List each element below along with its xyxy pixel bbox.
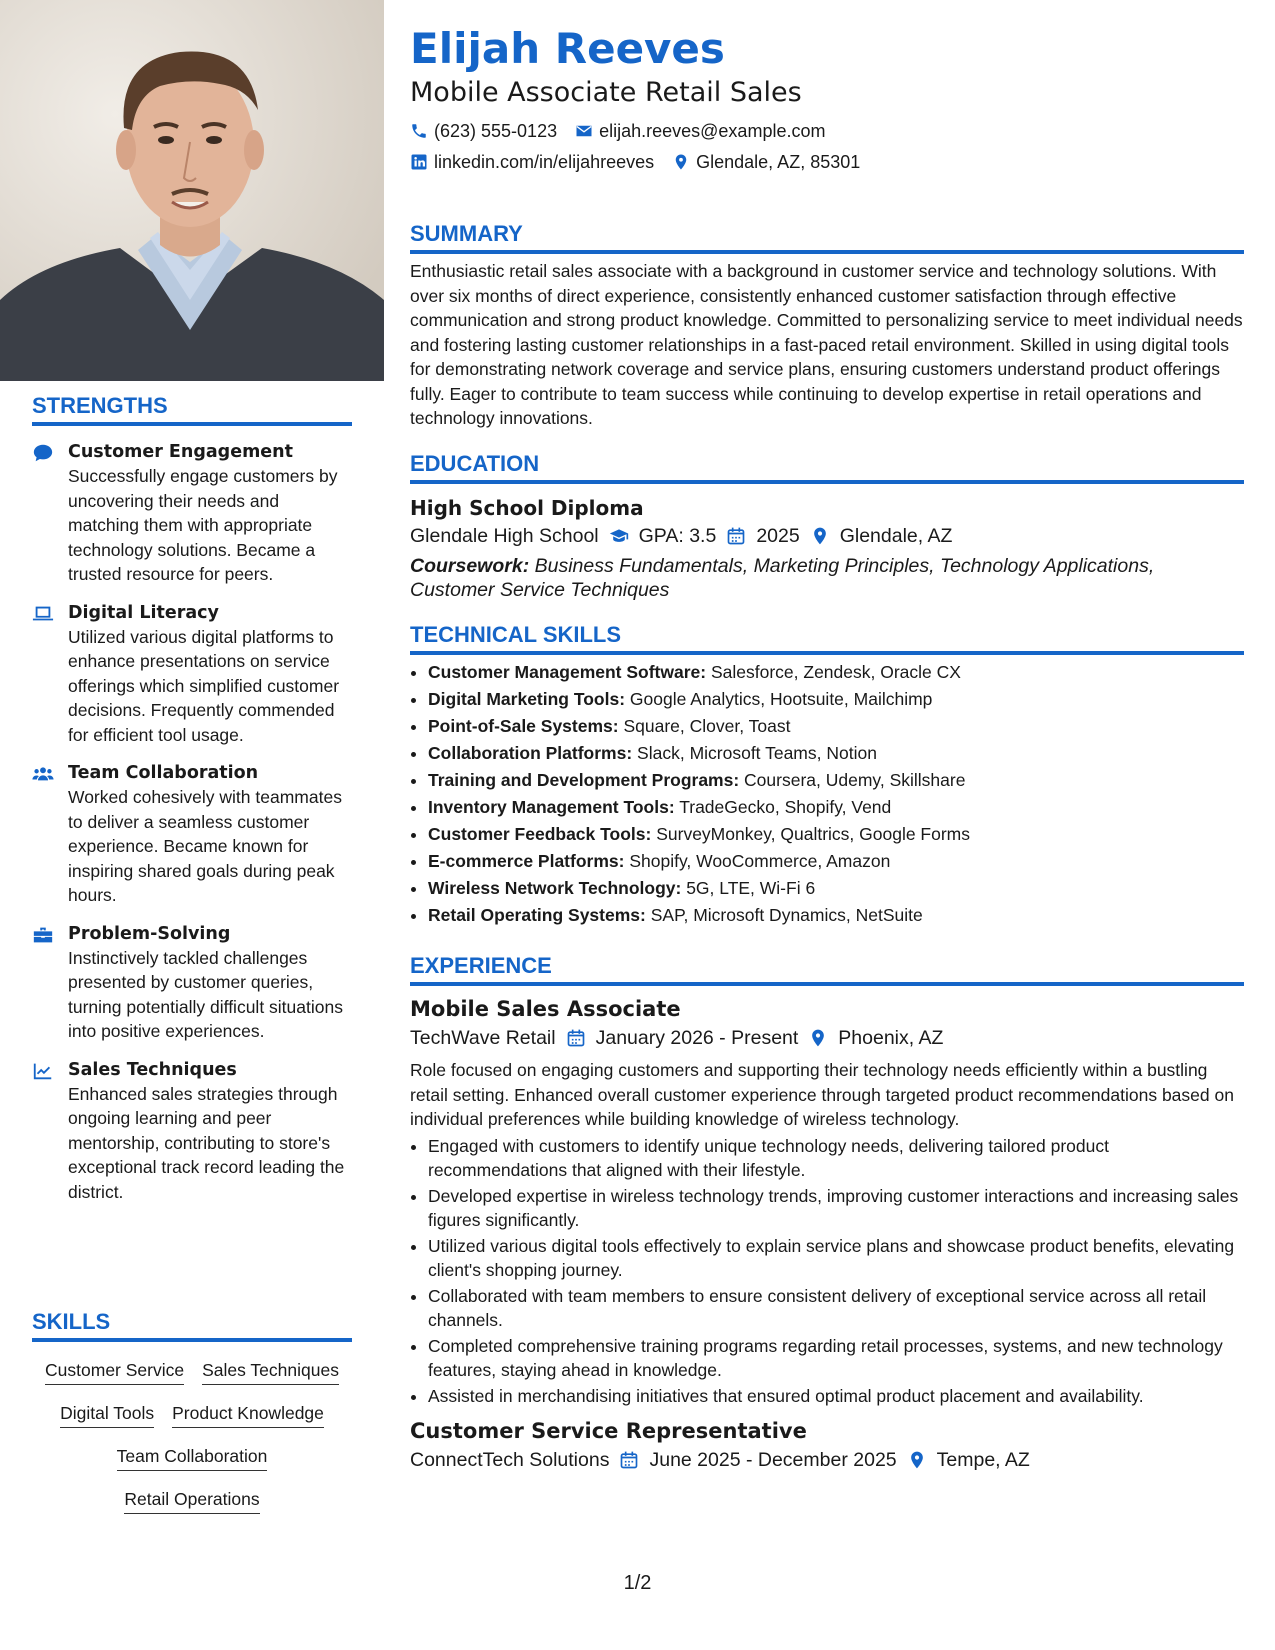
graduation-cap-icon	[609, 526, 629, 546]
company-name: TechWave Retail	[410, 1027, 556, 1049]
strengths-section	[32, 392, 352, 1204]
degree-title: High School Diploma	[410, 496, 644, 520]
job-title: Mobile Sales Associate	[410, 997, 681, 1021]
list-item	[428, 794, 1244, 821]
map-pin-icon	[810, 526, 830, 546]
coursework-label: Coursework:	[410, 555, 530, 577]
list-item: • Engaged with customers to identify unique technology needs, delivering tailored product recommendations that aligned with their lifestyle.	[428, 1134, 1244, 1183]
job-meta	[410, 1024, 1244, 1052]
job-dates: June 2025 - December 2025	[649, 1449, 897, 1471]
list-item	[428, 686, 1244, 713]
list-item: • Assisted in merchandising initiatives that ensured optimal product placement and availability.	[428, 1384, 1244, 1409]
calendar-icon	[566, 1028, 586, 1048]
skill-tags	[32, 1358, 352, 1514]
strength-item	[32, 761, 352, 908]
job-bullets	[410, 1134, 1244, 1409]
strength-title: Sales Techniques	[68, 1059, 237, 1080]
education-heading: EDUCATION	[410, 450, 1244, 484]
contact-row-2	[410, 151, 1244, 173]
laptop-icon	[32, 603, 54, 625]
skill-value: SurveyMonkey, Qualtrics, Google Forms	[651, 824, 971, 844]
strength-text: Enhanced sales strategies through ongoing learning and peer mentorship, contributing to store's exceptional track record leading the district.	[68, 1083, 345, 1202]
school-location: Glendale, AZ	[839, 525, 953, 547]
envelope-icon	[575, 122, 593, 140]
skill-value: Square, Clover, Toast	[618, 716, 791, 736]
page-number: 1/2	[623, 1572, 652, 1594]
skill-label: Digital Marketing Tools:	[428, 689, 626, 709]
strength-title: Digital Literacy	[68, 602, 219, 623]
linkedin-text: linkedin.com/in/elijahreeves	[434, 152, 655, 172]
skill-label: Inventory Management Tools:	[428, 797, 675, 817]
phone-contact	[410, 120, 557, 142]
skill-tag: Digital Tools	[60, 1401, 154, 1428]
job-dates: January 2026 - Present	[595, 1027, 799, 1049]
skill-value: TradeGecko, Shopify, Vend	[674, 797, 892, 817]
job-entry	[410, 994, 1244, 1408]
coursework	[410, 554, 1244, 602]
skill-tag: Retail Operations	[124, 1487, 259, 1514]
skill-label: Retail Operating Systems:	[428, 905, 646, 925]
skill-label: Point-of-Sale Systems:	[428, 716, 619, 736]
job-location: Phoenix, AZ	[838, 1027, 944, 1049]
technical-skills-heading: TECHNICAL SKILLS	[410, 621, 1244, 655]
skill-value: Shopify, WooCommerce, Amazon	[624, 851, 891, 871]
strengths-heading: STRENGTHS	[32, 392, 352, 426]
list-item	[428, 767, 1244, 794]
header	[410, 22, 1244, 173]
list-item: • Utilized various digital tools effectively to explain service plans and showcase product benefits, elevating client's shopping journey.	[428, 1234, 1244, 1283]
list-item	[428, 713, 1244, 740]
experience-section	[410, 952, 1244, 1474]
map-pin-icon	[672, 153, 690, 171]
job-meta	[410, 1446, 1244, 1474]
strength-text: Utilized various digital platforms to enhance presentations on service offerings which simplified customer decisions. Frequently commended for efficient tool usage.	[68, 626, 340, 745]
map-pin-icon	[808, 1028, 828, 1048]
skill-tag: Product Knowledge	[172, 1401, 324, 1428]
list-item	[428, 740, 1244, 767]
location-contact	[672, 151, 860, 173]
email-contact[interactable]	[575, 120, 825, 142]
skill-value: Slack, Microsoft Teams, Notion	[632, 743, 877, 763]
strength-title: Team Collaboration	[68, 763, 259, 783]
map-pin-icon	[907, 1450, 927, 1470]
strength-title: Problem-Solving	[68, 923, 231, 944]
linkedin-contact[interactable]	[410, 151, 654, 173]
skill-value: Salesforce, Zendesk, Oracle CX	[706, 662, 961, 682]
skill-label: Wireless Network Technology:	[428, 878, 682, 898]
toolbox-icon	[32, 924, 54, 946]
skill-value: SAP, Microsoft Dynamics, NetSuite	[645, 905, 923, 925]
email-text: elijah.reeves@example.com	[599, 121, 826, 141]
company-name: ConnectTech Solutions	[410, 1449, 610, 1471]
skill-tag: Team Collaboration	[117, 1444, 268, 1471]
skill-value: Coursera, Udemy, Skillshare	[739, 770, 966, 790]
skill-label: E-commerce Platforms:	[428, 851, 625, 871]
sidebar	[0, 0, 384, 1650]
list-item: • Completed comprehensive training programs regarding retail processes, systems, and new technology features, staying ahead in knowledge.	[428, 1334, 1244, 1383]
education-meta	[410, 522, 1244, 550]
skill-tag: Customer Service	[45, 1358, 184, 1385]
chart-line-icon	[32, 1060, 54, 1082]
graduation-year: 2025	[756, 525, 800, 547]
skill-value: 5G, LTE, Wi-Fi 6	[681, 878, 816, 898]
technical-skills-section	[410, 621, 1244, 929]
skills-heading: SKILLS	[32, 1308, 352, 1342]
candidate-name: Elijah Reeves	[410, 24, 725, 73]
list-item	[428, 659, 1244, 686]
location-text: Glendale, AZ, 85301	[696, 152, 861, 172]
list-item	[428, 902, 1244, 929]
list-item	[428, 821, 1244, 848]
summary-section	[410, 220, 1244, 431]
summary-heading: SUMMARY	[410, 220, 1244, 254]
experience-heading: EXPERIENCE	[410, 952, 1244, 986]
job-entry	[410, 1416, 1244, 1474]
strength-text: Successfully engage customers by uncovering their needs and matching them with appropriate technology solutions. Became a trusted resource for peers.	[68, 466, 338, 584]
strength-item	[32, 1058, 352, 1205]
skill-label: Collaboration Platforms:	[428, 743, 633, 763]
skills-section	[32, 1308, 352, 1514]
skill-tag: Sales Techniques	[202, 1358, 339, 1385]
school-name: Glendale High School	[410, 525, 599, 547]
strength-text: Instinctively tackled challenges presented by customer queries, turning potentially difficult situations into positive experiences.	[68, 947, 343, 1041]
list-item	[428, 848, 1244, 875]
strength-item	[32, 440, 352, 587]
skill-label: Customer Management Software:	[428, 662, 707, 682]
profile-photo	[0, 0, 384, 381]
list-item: • Collaborated with team members to ensure consistent delivery of exceptional service across all retail channels.	[428, 1284, 1244, 1333]
skill-value: Google Analytics, Hootsuite, Mailchimp	[625, 689, 933, 709]
strength-title: Customer Engagement	[68, 442, 294, 462]
job-location: Tempe, AZ	[936, 1449, 1030, 1471]
coursework-text: Business Fundamentals, Marketing Principles, Technology Applications, Customer Service Techniques	[410, 555, 1155, 601]
strength-item	[32, 922, 352, 1044]
calendar-icon	[726, 526, 746, 546]
phone-icon	[410, 122, 428, 140]
gpa-text: GPA: 3.5	[638, 525, 717, 547]
skill-label: Training and Development Programs:	[428, 770, 740, 790]
education-section	[410, 450, 1244, 602]
job-title: Customer Service Representative	[410, 1419, 807, 1443]
linkedin-icon	[410, 153, 428, 171]
speech-bubble-icon	[32, 442, 54, 464]
calendar-icon	[619, 1450, 639, 1470]
phone-text: (623) 555-0123	[434, 121, 558, 141]
summary-text: Enthusiastic retail sales associate with a background in customer service and technology solutions. With over six months of direct experience, consistently enhanced customer satisfaction through effective communication and strong product knowledge. Committed to personalizing service to meet individual needs and fostering lasting customer relationships in a fast-paced retail environment. Skilled in using digital tools for demonstrating network coverage and service plans, ensuring customers understand product offerings fully. Eager to contribute to team success while continuing to develop expertise in retail operations and technology innovations.	[410, 261, 1243, 428]
candidate-title: Mobile Associate Retail Sales	[410, 77, 802, 108]
skill-label: Customer Feedback Tools:	[428, 824, 652, 844]
technical-skills-list	[410, 659, 1244, 929]
job-description: Role focused on engaging customers and supporting their technology needs efficiently within a bustling retail setting. Enhanced overall customer experience through targeted product recommendations based on individual preferences while building knowledge of wireless technology.	[410, 1060, 1234, 1129]
users-icon	[32, 763, 54, 785]
list-item: • Developed expertise in wireless technology trends, improving customer interactions and increasing sales figures significantly.	[428, 1184, 1244, 1233]
portrait-illustration	[0, 0, 384, 381]
strength-text: Worked cohesively with teammates to deliver a seamless customer experience. Became known for inspiring shared goals during peak hours.	[68, 787, 342, 905]
strength-item	[32, 601, 352, 748]
list-item	[428, 875, 1244, 902]
contact-row	[410, 120, 1244, 142]
